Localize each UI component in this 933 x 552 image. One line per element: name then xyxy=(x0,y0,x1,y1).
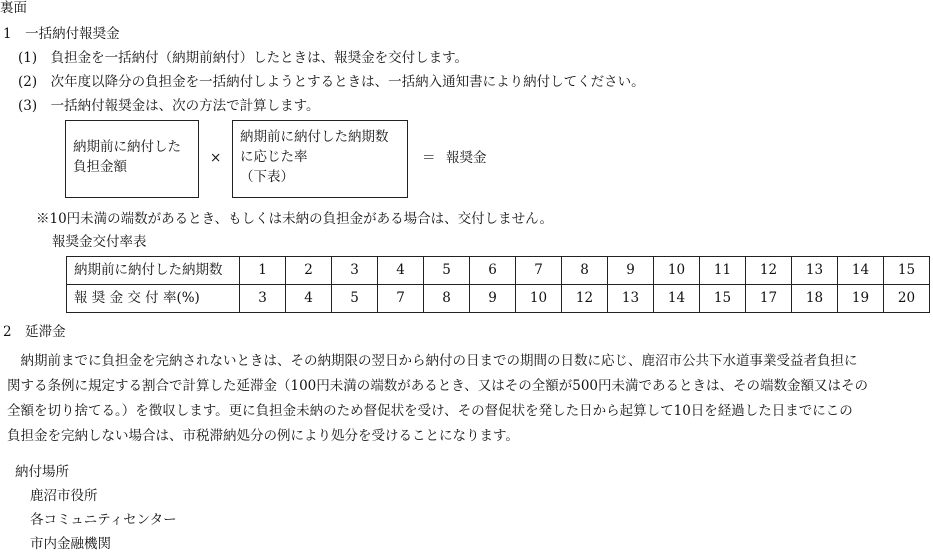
rate-cell: 15 xyxy=(700,285,746,313)
rate-cell: 20 xyxy=(884,285,930,313)
period-cell: 3 xyxy=(332,257,378,285)
section1-item-2: (2) 次年度以降分の負担金を一括納付しようとするときは、一括納入通知書により納付してください。 xyxy=(18,74,645,90)
payment-place-item: 市内金融機関 xyxy=(30,536,111,552)
rate-cell: 13 xyxy=(608,285,654,313)
payment-place-item: 鹿沼市役所 xyxy=(30,488,98,504)
formula-times-sign: × xyxy=(210,150,222,166)
rate-table-header-periods: 納期前に納付した納期数 xyxy=(67,257,240,285)
rate-cell: 12 xyxy=(562,285,608,313)
payment-place-heading: 納付場所 xyxy=(15,464,69,480)
period-cell: 14 xyxy=(838,257,884,285)
rate-cell: 10 xyxy=(516,285,562,313)
rate-table-title: 報奨金交付率表 xyxy=(52,234,147,250)
rate-cell: 4 xyxy=(286,285,332,313)
section1-item-1: (1) 負担金を一括納付（納期前納付）したときは、報奨金を交付します。 xyxy=(18,50,469,66)
payment-place-item: 各コミュニティセンター xyxy=(30,512,177,528)
period-cell: 10 xyxy=(654,257,700,285)
section2-line-4: 負担金を完納しない場合は、市税滞納処分の例により処分を受けることになります。 xyxy=(7,428,519,444)
section1-heading: 1 一括納付報奨金 xyxy=(3,26,120,42)
section2-body xyxy=(7,349,927,449)
period-cell: 11 xyxy=(700,257,746,285)
rate-cell: 8 xyxy=(424,285,470,313)
period-cell: 13 xyxy=(792,257,838,285)
rate-table-row-rates xyxy=(67,285,930,313)
rate-cell: 19 xyxy=(838,285,884,313)
section2-line-3: 全額を切り捨てる。）を徴収します。更に負担金未納のため督促状を受け、その督促状を発した日から起算して10日を経過した日までにこの xyxy=(7,403,853,419)
period-cell: 12 xyxy=(746,257,792,285)
page-title: 裏面 xyxy=(0,0,27,16)
rate-table xyxy=(66,256,930,313)
rate-cell: 5 xyxy=(332,285,378,313)
period-cell: 4 xyxy=(378,257,424,285)
section1-note: ※10円未満の端数があるとき、もしくは未納の負担金がある場合は、交付しません。 xyxy=(36,211,553,227)
section1-item-3: (3) 一括納付報奨金は、次の方法で計算します。 xyxy=(18,98,320,114)
formula-box-amount xyxy=(65,120,199,198)
period-cell: 9 xyxy=(608,257,654,285)
rate-cell: 7 xyxy=(378,285,424,313)
period-cell: 2 xyxy=(286,257,332,285)
period-cell: 8 xyxy=(562,257,608,285)
period-cell: 1 xyxy=(240,257,286,285)
formula-box-rate-line3: （下表） xyxy=(240,169,294,185)
rate-table-header-rates: 報 奨 金 交 付 率(%) xyxy=(67,285,240,313)
formula-equals-sign: ＝ xyxy=(422,150,436,166)
period-cell: 15 xyxy=(884,257,930,285)
formula-box-amount-line1: 納期前に納付した xyxy=(73,139,181,155)
period-cell: 6 xyxy=(470,257,516,285)
rate-cell: 18 xyxy=(792,285,838,313)
section2-line-2: 関する条例に規定する割合で計算した延滞金（100円未満の端数があるとき、又はその全額が500円未満であるときは、その端数金額又はその xyxy=(7,378,868,394)
rate-table-row-periods xyxy=(67,257,930,285)
period-cell: 5 xyxy=(424,257,470,285)
rate-cell: 3 xyxy=(240,285,286,313)
section2-heading: 2 延滞金 xyxy=(3,324,66,340)
formula-box-amount-line2: 負担金額 xyxy=(73,159,127,175)
formula-box-rate-line1: 納期前に納付した納期数 xyxy=(240,129,389,145)
rate-cell: 14 xyxy=(654,285,700,313)
formula-result: 報奨金 xyxy=(446,150,487,166)
rate-cell: 9 xyxy=(470,285,516,313)
section2-line-1: 納期前までに負担金を完納されないときは、その納期限の翌日から納付の日までの期間の日数に応じ、鹿沼市公共下水道事業受益者負担に xyxy=(7,353,858,369)
formula-box-rate-line2: に応じた率 xyxy=(240,149,308,165)
period-cell: 7 xyxy=(516,257,562,285)
formula-box-rate xyxy=(232,120,408,198)
rate-cell: 17 xyxy=(746,285,792,313)
